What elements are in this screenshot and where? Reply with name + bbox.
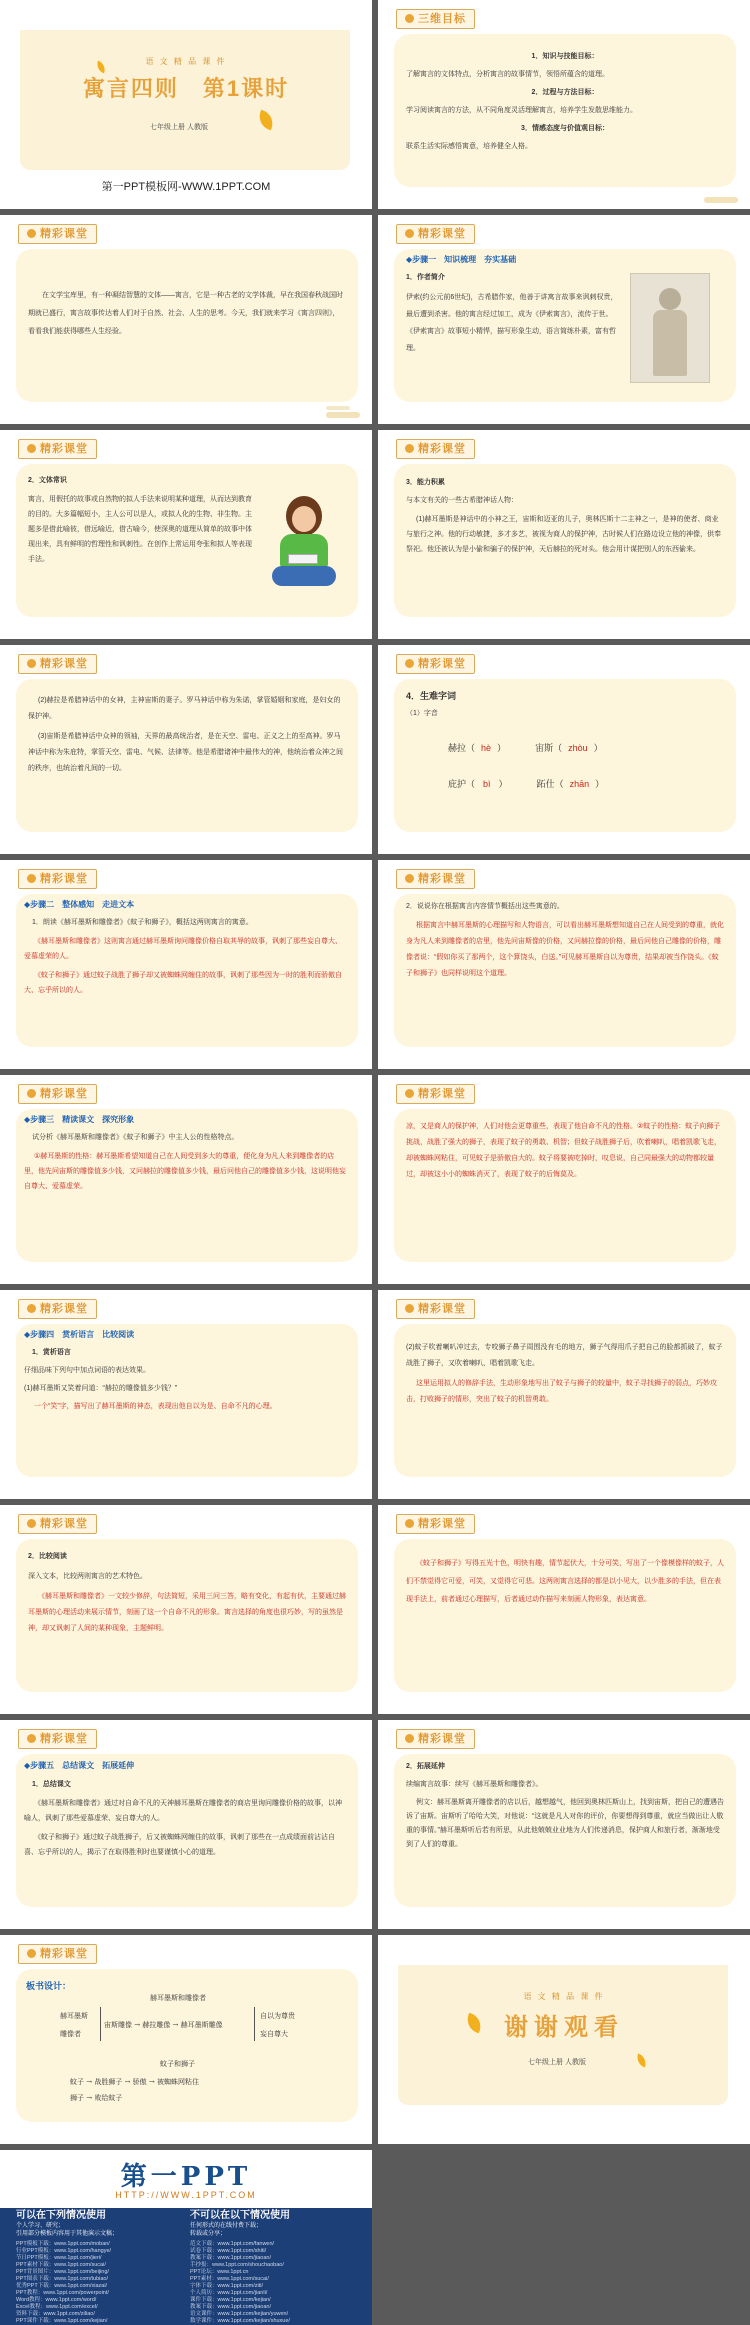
step-label: ◆步骤三 精读课文 探究形象 xyxy=(24,1115,135,1124)
answer-text: 《赫耳墨斯和雕像者》这则寓言通过赫耳墨斯询问雕像价格自取其辱的故事，讽刺了那些妄自尊大、爱慕虚荣的人。 xyxy=(24,938,342,960)
slide-intro[interactable] xyxy=(0,215,372,424)
ad-links xyxy=(16,2241,186,2325)
mythology-paragraph: (1)赫耳墨斯是神话中的小神之王，宙斯和迈亚的儿子，奥林匹斯十二主神之一，是神的使者、商业与旅行之神。他的行动敏捷，多才多艺，被视为商人的保护神，古时候人们在路边设立他的神像，供奉祭祀。他还被认为是小偷和骗子的保护神，天后赫拉的死对头。他会用计谋把别人的东西偷来。 xyxy=(406,516,721,553)
slide-objectives[interactable] xyxy=(378,0,750,209)
thanks-series: 语 文 精 品 课 件 xyxy=(523,1992,605,2001)
ad-link[interactable]: 优秀PPT下载：www.1ppt.com/xiazai/ xyxy=(16,2283,108,2289)
mythology-text xyxy=(406,476,724,561)
slide-header: 精彩课堂 xyxy=(18,1084,97,1104)
slide-cover[interactable] xyxy=(0,0,372,209)
slide-compare[interactable] xyxy=(0,1505,372,1714)
slide-header: 精彩课堂 xyxy=(18,1729,97,1749)
slide-header: 精彩课堂 xyxy=(396,1084,475,1104)
decoration xyxy=(326,412,360,418)
board-node: 雕像者 xyxy=(60,2030,81,2038)
pinyin-row: 赫拉（ hè ） 宙斯（ zhòu ） xyxy=(448,743,603,753)
logo-icon xyxy=(27,1949,36,1958)
hera-zeus-text xyxy=(28,693,346,781)
objective-heading: 1．知识与技能目标： xyxy=(531,53,599,60)
summary-text: 《蚊子和狮子》通过蚊子战胜狮子，后又被蜘蛛网缠住的故事，讽刺了那些在一点成绩面前沾沾自喜、忘乎所以的人，揭示了在取得胜利时也要谨慎小心的道理。 xyxy=(24,1834,335,1856)
slide-hera-zeus[interactable] xyxy=(0,645,372,854)
slide-header: 精彩课堂 xyxy=(396,439,475,459)
slide-extension[interactable] xyxy=(378,1720,750,1929)
step2-text xyxy=(24,898,346,1002)
step3-text xyxy=(24,1113,346,1198)
logo-icon xyxy=(405,1304,414,1313)
logo-icon xyxy=(405,874,414,883)
board-label: 板书设计： xyxy=(26,1981,72,1991)
hera-paragraph: (2)赫拉是希腊神话中的女神，主神宙斯的妻子。罗马神话中称为朱诺，掌管婚姻和家庭，是妇女的保护神。 xyxy=(28,697,341,720)
girl-reading-image xyxy=(264,492,344,602)
ad-links xyxy=(190,2241,360,2325)
ad-link[interactable]: 手抄报：www.1ppt.com/shouchaobao/ xyxy=(190,2262,284,2268)
slide-step2[interactable] xyxy=(0,860,372,1069)
ad-link[interactable]: Excel教程：www.1ppt.com/excel/ xyxy=(16,2304,98,2310)
objective-text: 联系生活实际感悟寓意，培养健全人格。 xyxy=(406,143,532,150)
intro-text: 在文学宝库里，有一种凝结智慧的文体——寓言，它是一种古老的文学体裁，早在我国春秋战国时期就已盛行，寓言故事传达着人们对于自然、社会、人生的思考。今天，我们就来学习《寓言四则》，看看我们能获得哪些人生经验。 xyxy=(28,292,343,335)
logo-icon xyxy=(27,1304,36,1313)
ad-link[interactable]: Word教程：www.1ppt.com/word/ xyxy=(16,2297,97,2303)
ad-logo: 第一PPT xyxy=(120,2162,252,2192)
ad-item: 引用部分模板内容用于其他演示文稿； xyxy=(16,2231,119,2237)
slide-compare-2[interactable] xyxy=(378,1505,750,1714)
slide-genre[interactable] xyxy=(0,430,372,639)
plot-text xyxy=(406,900,724,986)
answer-text: 《赫耳墨斯和雕像者》一文较少修辞，句法简短，采用三问三答，略有变化，有起有伏，主要通过赫耳墨斯的心理活动来展示情节，刻画了这一个自命不凡的形象。寓言选择的角度也很巧妙，写的虽然是神，却又讽刺了人间的某种现象，主题鲜明。 xyxy=(28,1593,346,1632)
slide-header: 精彩课堂 xyxy=(396,1299,475,1319)
slide-mythology[interactable] xyxy=(378,430,750,639)
slide-header: 精彩课堂 xyxy=(18,1944,97,1964)
author-text xyxy=(406,253,620,361)
thanks-subtitle: 七年级上册 人教版 xyxy=(528,2059,586,2066)
slide-header: 精彩课堂 xyxy=(396,224,475,244)
author-paragraph: 伊索(约公元前6世纪)，古希腊作家，他善于讲寓言故事来讽刺权贵，最后遭到杀害。他的寓言经过加工，成为《伊索寓言》，流传于世。《伊索寓言》故事短小精悍，描写形象生动，语言简练朴素，富有哲理。 xyxy=(406,294,618,352)
logo-icon xyxy=(405,1519,414,1528)
slide-header: 精彩课堂 xyxy=(18,1514,97,1534)
answer-text: 这里运用拟人的修辞手法，生动形象地写出了蚊子与狮子的较量中，蚊子寻找狮子的弱点，巧妙攻击，打败狮子的情形，突出了蚊子的机智勇敢。 xyxy=(406,1380,717,1403)
ad-link[interactable]: PPT图表下载：www.1ppt.com/tubiao/ xyxy=(16,2276,109,2282)
slide-header: 精彩课堂 xyxy=(396,1729,475,1749)
step-label: ◆步骤五 总结课文 拓展延伸 xyxy=(24,1761,135,1770)
slide-header: 精彩课堂 xyxy=(18,439,97,459)
instruction-text: 深入文本，比较两则寓言的艺术特色。 xyxy=(28,1573,147,1580)
step5-text xyxy=(24,1758,346,1864)
board-node: 蚊子 → 战胜狮子 → 骄傲 → 被蜘蛛网粘住 xyxy=(70,2078,199,2086)
slide-plot[interactable] xyxy=(378,860,750,1069)
cover-title: 寓言四则 第1课时 xyxy=(82,76,290,101)
logo-icon xyxy=(27,1089,36,1098)
instruction-text: 续编寓言故事：续写《赫耳墨斯和雕像者》。 xyxy=(406,1781,543,1788)
section-heading: 2．拓展延伸 xyxy=(406,1763,445,1770)
ad-link[interactable]: 教案下载：www.1ppt.com/jiaoan/ xyxy=(190,2255,271,2261)
statue-image xyxy=(630,273,710,383)
section-heading: 1．作者简介 xyxy=(406,274,445,281)
board-title: 蚊子和狮子 xyxy=(160,2060,195,2068)
question-text: 2．说说你在根据寓言内容情节概括出这些寓意的。 xyxy=(406,903,564,910)
slide-author[interactable] xyxy=(378,215,750,424)
logo-icon xyxy=(27,659,36,668)
slide-header: 精彩课堂 xyxy=(396,1514,475,1534)
slide-header: 精彩课堂 xyxy=(396,869,475,889)
slide-advert[interactable] xyxy=(0,2150,372,2325)
logo-icon xyxy=(405,14,414,23)
ad-link[interactable]: 个人简历：www.1ppt.com/jianli/ xyxy=(190,2290,268,2296)
answer-text: 根据寓言中赫耳墨斯的心理描写和人物语言，可以看出赫耳墨斯想知道自己在人间受到的尊重，就化身为凡人来到雕像者的店里，他先问宙斯像的价格，又问赫拉像的价格，最后问他自己雕像的价格，雕像者说：“假如你买了那两个，这个算饶头，白送。”可见赫耳墨斯自以为尊贵，结果却被当作饶头。《蚊子和狮子》也同样说明这个道理。 xyxy=(406,922,724,977)
section-heading: 2．文体常识 xyxy=(28,477,67,484)
ad-link[interactable]: 字体下载：www.1ppt.com/ziti/ xyxy=(190,2283,264,2289)
ad-link[interactable]: PPT课件下载：www.1ppt.com/kejian/ xyxy=(16,2318,108,2324)
zeus-paragraph: (3)宙斯是希腊神话中众神的领袖，天界的最高统治者，是在天空、雷电、正义之上的至高神。罗马神话中称为朱庇特，掌管天空、雷电、气候、法律等。他是希腊诸神中最伟大的神，他统治着众神之间的秩序，也统治着凡间的一切。 xyxy=(28,733,343,772)
thanks-title: 谢谢观看 xyxy=(504,2014,624,2041)
objective-heading: 2．过程与方法目标： xyxy=(531,89,599,96)
ad-link[interactable]: 课件下载：www.1ppt.com/kejian/ xyxy=(190,2297,271,2303)
section-heading: 4．生难字词 xyxy=(406,691,457,701)
answer-text: ①赫耳墨斯的性格：赫耳墨斯希望知道自己在人间受到多大的尊重，便化身为凡人来到雕像者的店里，他先问宙斯的雕像值多少钱，又问赫拉的雕像值多少钱，最后问他自己的雕像值多少钱，这说明他妄自尊大、爱慕虚荣。 xyxy=(24,1153,346,1190)
cover-subtitle: 七年级上册 人教版 xyxy=(150,124,208,131)
logo-icon xyxy=(27,874,36,883)
ad-link[interactable]: PPT背景图片：www.1ppt.com/beijing/ xyxy=(16,2269,109,2275)
slide-header: 精彩课堂 xyxy=(18,224,97,244)
genre-text xyxy=(28,474,252,571)
logo-icon xyxy=(27,1519,36,1528)
compare-2-text: 《蚊子和狮子》写得五光十色，明快有趣，情节起伏大，十分可笑，写出了一个像模像样的蚊子，人们不禁觉得它可爱，可笑，又觉得它可悲。这两则寓言选择的都是以小见大，以少胜多的手法，但在表现手法上，前者通过心理描写，后者通过动作描写来刻画人物形象，表达寓意。 xyxy=(406,1560,724,1603)
ad-link[interactable]: 节日PPT模板：www.1ppt.com/jieri/ xyxy=(16,2255,102,2261)
board-title: 赫耳墨斯和雕像者 xyxy=(150,1994,206,2002)
decoration xyxy=(704,197,738,203)
language-text xyxy=(406,1340,724,1412)
instruction-text: 仔细品味下列句中加点词语的表达效果。 xyxy=(24,1367,150,1374)
objectives-text xyxy=(406,50,724,158)
logo-icon xyxy=(27,444,36,453)
ad-link[interactable]: PPT论坛：www.1ppt.cn xyxy=(190,2269,249,2275)
ad-link[interactable]: 范文下载：www.1ppt.com/fanwen/ xyxy=(190,2241,275,2247)
question-text: (2)蚊子吹着喇叭冲过去，专咬狮子鼻子周围没有毛的地方，狮子气得用爪子把自己的脸都抓破了，蚊子战胜了狮子，又吹着喇叭，唱着凯歌飞走。 xyxy=(406,1344,723,1367)
genre-paragraph: 寓言，用假托的故事或自然物的拟人手法来说明某种道理，从而达到教育的目的。大多篇幅短小，主人公可以是人，或拟人化的生物、非生物。主题多是借此喻彼，借远喻近，借古喻今，使深奥的道理从简单的故事中体现出来，具有鲜明的哲理性和讽刺性。在创作上常运用夸张和拟人等表现手法。 xyxy=(28,496,252,563)
slide-step3[interactable] xyxy=(0,1075,372,1284)
ad-panel xyxy=(0,2208,372,2325)
slide-header: 精彩课堂 xyxy=(18,654,97,674)
slide-language[interactable] xyxy=(378,1290,750,1499)
ad-link[interactable]: 试卷下载：www.1ppt.com/shiti/ xyxy=(190,2248,267,2254)
slide-header: 三维目标 xyxy=(396,9,475,29)
compare-text xyxy=(28,1549,346,1641)
decoration xyxy=(326,406,350,410)
slide-vocabulary[interactable] xyxy=(378,645,750,854)
board-node: 妄自尊大 xyxy=(260,2030,288,2038)
slide-header: 精彩课堂 xyxy=(18,1299,97,1319)
cover-series: 语 文 精 品 课 件 xyxy=(145,57,227,66)
step-label: ◆步骤一 知识梳理 夯实基础 xyxy=(406,255,517,264)
ad-link[interactable]: 语文课件：www.1ppt.com/kejian/yuwen/ xyxy=(190,2311,289,2317)
pinyin-row: 庇护（ bì ） 跖仕（ zhān ） xyxy=(448,779,605,789)
board-node: 狮子 → 败给蚊子 xyxy=(70,2094,123,2102)
step-label: ◆步骤二 整体感知 走进文本 xyxy=(24,900,135,909)
section-heading: 2．比较阅读 xyxy=(28,1553,67,1560)
answer-text: 一个“笑”字，描写出了赫耳墨斯的神态，表现出他自以为是、自命不凡的心理。 xyxy=(34,1403,277,1410)
slide-step4[interactable] xyxy=(0,1290,372,1499)
objective-text: 学习阅读寓言的方法，从不同角度灵活理解寓言，培养学生发散思维能力。 xyxy=(406,107,637,114)
ad-url[interactable]: HTTP://WWW.1PPT.COM xyxy=(115,2190,257,2200)
ad-item: 个人学习、研究； xyxy=(16,2223,65,2229)
ad-item: 转载或分享； xyxy=(190,2231,227,2237)
board-node: 自以为尊贵 xyxy=(260,2012,295,2020)
logo-icon xyxy=(27,1734,36,1743)
question-text: (1)赫耳墨斯又笑着问道：“赫拉的雕像值多少钱？” xyxy=(24,1385,178,1392)
objective-heading: 3．情感态度与价值观目标： xyxy=(521,125,609,132)
slide-step5[interactable] xyxy=(0,1720,372,1929)
ad-link[interactable]: PPT教程：www.1ppt.com/powerpoint/ xyxy=(16,2290,109,2296)
ad-item: 任何形式的在线付费下载； xyxy=(190,2223,263,2229)
subsection-label: （1）字音 xyxy=(406,710,438,717)
slide-character[interactable] xyxy=(378,1075,750,1284)
question-text: 试分析《赫耳墨斯和雕像者》《蚊子和狮子》中主人公的性格特点。 xyxy=(32,1134,239,1141)
ad-link[interactable]: PPT素材下载：www.1ppt.com/sucai/ xyxy=(16,2262,106,2268)
logo-icon xyxy=(405,1089,414,1098)
answer-text: 《蚊子和狮子》通过蚊子战胜了狮子却又被蜘蛛网缠住的故事，讽刺了那些因为一时的胜利而骄傲自大、忘乎所以的人。 xyxy=(24,972,342,994)
logo-icon xyxy=(405,229,414,238)
question-text: 1．朗读《赫耳墨斯和雕像者》《蚊子和狮子》，概括这两则寓言的寓意。 xyxy=(32,919,253,926)
board-node: 宙斯雕像 → 赫拉雕像 → 赫耳墨斯雕像 xyxy=(104,2021,223,2029)
logo-icon xyxy=(405,444,414,453)
cover-site: 第一PPT模板网-WWW.1PPT.COM xyxy=(101,181,271,193)
mythology-intro: 与本文有关的一些古希腊神话人物： xyxy=(406,497,518,504)
step-label: ◆步骤四 赏析语言 比较阅读 xyxy=(24,1330,135,1339)
objective-text: 了解寓言的文体特点，分析寓言的故事情节，领悟所蕴含的道理。 xyxy=(406,71,609,78)
ad-link[interactable]: 教案下载：www.1ppt.com/jiaoan/ xyxy=(190,2304,271,2310)
example-text: 例文：赫耳墨斯离开雕像者的店以后，越想越气，他回到奥林匹斯山上，找到宙斯，把自己的遭遇告诉了宙斯。宙斯听了哈哈大笑，对他说：“这就是凡人对你的评价，你要想得到尊重，就应当做出让人敬重的事情。”赫耳墨斯听后若有所思，从此他兢兢业业地为人们传递消息，保护商人和旅行者，渐渐地受到了人们的尊重。 xyxy=(406,1799,724,1848)
board-diagram xyxy=(60,1993,320,2113)
slide-header: 精彩课堂 xyxy=(396,654,475,674)
logo-icon xyxy=(405,659,414,668)
slide-header: 精彩课堂 xyxy=(18,869,97,889)
character-text: 凉，又是商人的保护神，人们对他会更尊重些，表现了他自命不凡的性格。②蚊子的性格：蚊子向狮子挑战，战胜了强大的狮子，表现了蚊子的勇敢、机智；但蚊子战胜狮子后，吹着喇叭，唱着凯歌飞走，却被蜘蛛网粘住，可见蚊子是骄傲自大的。蚊子将要被吃掉时，叹息说，自己同最强大的动物都较量过，却被这小小的蜘蛛消灭了，表现了蚊子的后悔莫及。 xyxy=(406,1123,721,1178)
board-node: 赫耳墨斯 xyxy=(60,2012,88,2020)
logo-icon xyxy=(405,1734,414,1743)
logo-icon xyxy=(27,229,36,238)
ad-heading: 不可以在以下情况使用 xyxy=(190,2210,290,2221)
ad-link[interactable]: 数学课件：www.1ppt.com/kejian/shuxue/ xyxy=(190,2318,290,2324)
section-heading: 1．赏析语言 xyxy=(32,1349,71,1356)
section-heading: 1．总结课文 xyxy=(32,1781,71,1788)
ad-link[interactable]: 资料下载：www.1ppt.com/ziliao/ xyxy=(16,2311,95,2317)
ad-heading: 可以在下列情况使用 xyxy=(16,2210,106,2221)
slide-board-design[interactable] xyxy=(0,1935,372,2144)
ad-link[interactable]: 行业PPT模板：www.1ppt.com/hangye/ xyxy=(16,2248,112,2254)
extension-text xyxy=(406,1760,724,1856)
section-heading: 3．能力积累 xyxy=(406,479,445,486)
step4-text xyxy=(24,1328,346,1418)
slide-thanks[interactable] xyxy=(378,1935,750,2144)
ad-link[interactable]: PPT素材：www.1ppt.com/sucai/ xyxy=(190,2276,269,2282)
ad-link[interactable]: PPT模板下载：www.1ppt.com/moban/ xyxy=(16,2241,110,2247)
summary-text: 《赫耳墨斯和雕像者》通过对自命不凡的天神赫耳墨斯在雕像者的商店里询问雕像价格的故事，以神喻人，讽刺了那些爱慕虚荣、妄自尊大的人。 xyxy=(24,1800,342,1822)
vocabulary-text xyxy=(406,689,724,725)
